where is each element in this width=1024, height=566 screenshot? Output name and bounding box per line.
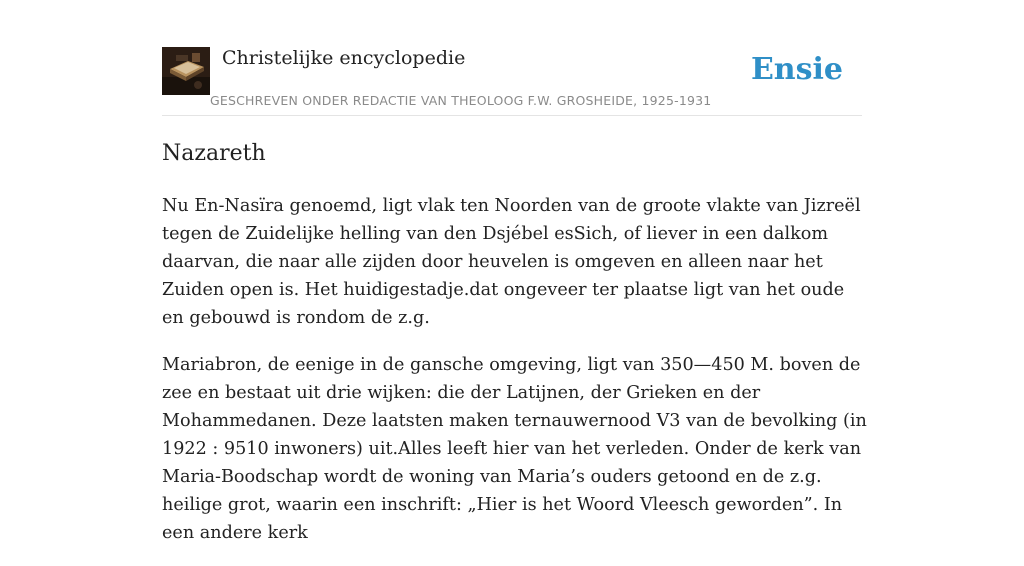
article-paragraph: Nu En-Nasïra genoemd, ligt vlak ten Noorden van de groote vlakte van Jizreël tegen de Zuidelijke helling van den Dsjébel esSich, of liever in een dalkom daarvan, die naar alle zijden door heuvelen is omgeven en alleen naar het Zuiden open is. Het huidigestadje.dat ongeveer ter plaatse ligt van het oude en gebouwd is rondom de z.g. [162,196,861,328]
book-image-icon [162,47,210,95]
site-header [162,46,862,116]
site-subtitle: GESCHREVEN ONDER REDACTIE VAN THEOLOOG F.W. GROSHEIDE, 1925-1931 [210,93,712,108]
article-body [162,138,867,566]
site-logo-avatar[interactable] [162,47,210,95]
article-paragraph: Mariabron, de eenige in de gansche omgeving, ligt van 350—450 M. boven de zee en bestaat uit drie wijken: die der Latijnen, der Grieken en der Mohammedanen. Deze laatsten maken ternauwernood V3 van de bevolking (in 1922 : 9510 inwoners) uit.Alles leeft hier van het verleden. Onder de kerk van Maria-Boodschap wordt de woning van Maria’s ouders getoond en de z.g. heilige grot, waarin een inschrift: „Hier is het Woord Vleesch geworden”. In een andere kerk [162,355,867,543]
brand-logo-link[interactable]: Ensie [750,52,843,87]
article-title: Nazareth [162,141,266,166]
header-divider [162,115,862,116]
site-title[interactable]: Christelijke encyclopedie [222,47,466,69]
